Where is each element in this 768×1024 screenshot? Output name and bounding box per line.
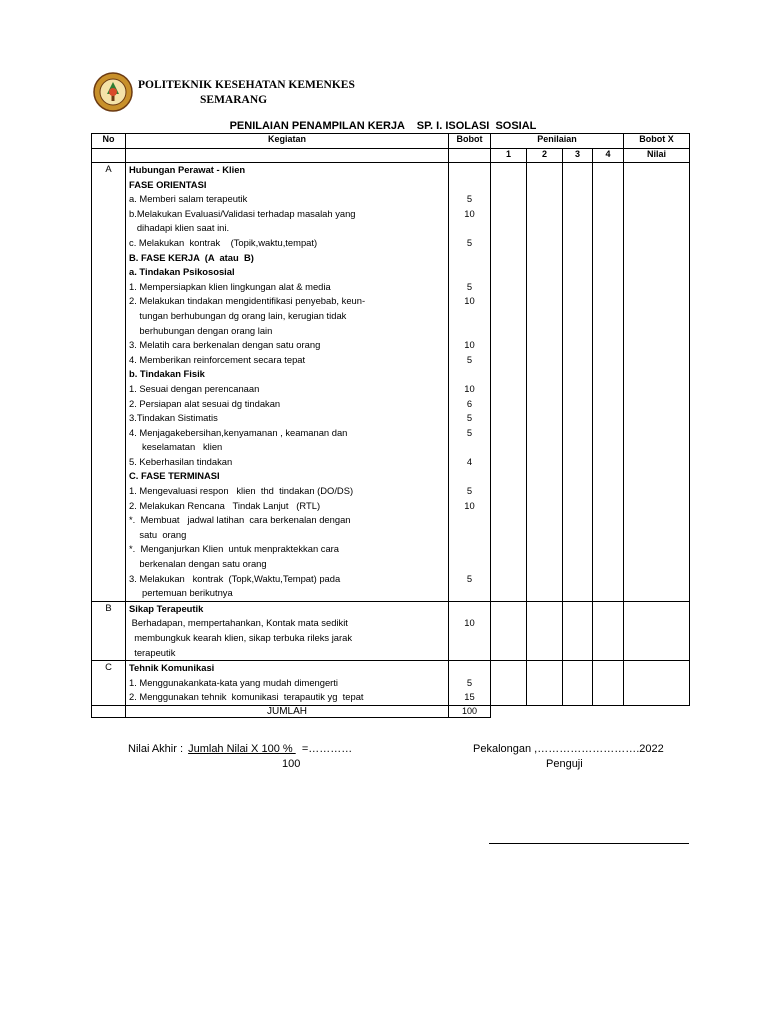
activity-item: terapeutik [129, 646, 176, 658]
form-title: PENILAIAN PENAMPILAN KERJA SP. I. ISOLASI SOSIAL [229, 120, 537, 132]
activity-item: berhubungan dengan orang lain [129, 324, 273, 336]
weight-value: 5 [466, 353, 473, 365]
score-cell-4[interactable] [593, 661, 624, 706]
activity-item: 3. Melakukan kontrak (Topk,Waktu,Tempat) pada [129, 572, 341, 584]
examiner-label: Penguji [546, 758, 583, 770]
activity-item: a. Tindakan Psikososial [129, 266, 235, 278]
header-no: No [92, 134, 126, 149]
activity-list [126, 601, 449, 660]
score-cell-3[interactable] [563, 163, 593, 602]
institution-logo-icon [93, 72, 133, 112]
activity-list [126, 163, 449, 602]
weight-value [452, 631, 487, 646]
activity-item: tungan berhubungan dg orang lain, kerugian tidak [129, 309, 347, 321]
activity-item: b. Tindakan Fisik [129, 368, 205, 380]
weight-list [449, 661, 491, 706]
section-row [92, 601, 690, 660]
score-cell-4[interactable] [593, 601, 624, 660]
weight-value [452, 513, 487, 528]
header-nilai: Nilai [624, 149, 690, 163]
weight-value [452, 542, 487, 557]
weight-value: 10 [464, 617, 475, 629]
weight-value: 15 [464, 691, 475, 703]
weight-value: 5 [466, 426, 473, 438]
activity-item: 1. Mempersiapkan klien lingkungan alat & media [129, 280, 331, 292]
score-cell-3[interactable] [563, 601, 593, 660]
activity-item: b.Melakukan Evaluasi/Validasi terhadap masalah yang [129, 207, 356, 219]
weight-value: 10 [464, 339, 475, 351]
weight-value: 4 [466, 455, 473, 467]
weight-value [452, 178, 487, 193]
activity-item: 1. Mengevaluasi respon klien thd tindakan (DO/DS) [129, 485, 354, 497]
weight-list [449, 163, 491, 602]
header-bobot-x: Bobot X [624, 134, 690, 149]
weight-value [452, 221, 487, 236]
score-header-3: 3 [563, 149, 593, 163]
activity-item: 2. Persiapan alat sesuai dg tindakan [129, 397, 281, 409]
activity-item: Sikap Terapeutik [129, 602, 204, 614]
weight-value: 5 [466, 572, 473, 584]
activity-item: 5. Keberhasilan tindakan [129, 455, 233, 467]
activity-item: 4. Memberikan reinforcement secara tepat [129, 353, 306, 365]
formula-denominator: 100 [282, 758, 301, 770]
score-cell-4[interactable] [593, 163, 624, 602]
weight-value [452, 309, 487, 324]
section-row [92, 163, 690, 602]
activity-item: 1. Sesuai dengan perencanaan [129, 382, 260, 394]
weight-value [452, 586, 487, 601]
place-date: Pekalongan ,……………………….2022 [473, 743, 664, 755]
total-label: JUMLAH [126, 705, 449, 717]
score-header-1: 1 [491, 149, 527, 163]
section-row [92, 661, 690, 706]
activity-item: dihadapi klien saat ini. [129, 222, 230, 234]
total-empty-cell [563, 705, 593, 717]
total-row [92, 705, 690, 717]
score-cell-2[interactable] [527, 163, 563, 602]
activity-item: 4. Menjagakebersihan,kenyamanan , keamanan dan [129, 426, 348, 438]
total-empty-cell [527, 705, 563, 717]
activity-item: Hubungan Perawat - Klien [129, 164, 246, 175]
weight-value [452, 528, 487, 543]
signature-line [489, 843, 689, 844]
header-kegiatan: Kegiatan [126, 134, 449, 149]
header-penilaian: Penilaian [491, 134, 624, 149]
score-cell-1[interactable] [491, 661, 527, 706]
weight-value: 5 [466, 280, 473, 292]
activity-item: satu orang [129, 528, 187, 540]
section-number: B [92, 601, 126, 660]
weight-value [452, 646, 487, 661]
weight-value: 10 [464, 499, 475, 511]
weight-value [452, 661, 487, 676]
activity-item: Berhadapan, mempertahankan, Kontak mata sedikit [129, 617, 348, 629]
header-bobot: Bobot [449, 134, 491, 149]
weight-value [452, 251, 487, 266]
section-number: A [92, 163, 126, 602]
activity-item: membungkuk kearah klien, sikap terbuka rileks jarak [129, 632, 353, 643]
weight-value [452, 602, 487, 617]
score-cell-3[interactable] [563, 661, 593, 706]
institution-city: SEMARANG [200, 94, 268, 106]
weight-value: 5 [466, 485, 473, 497]
final-score-formula: Nilai Akhir : Jumlah Nilai X 100 % =………… [128, 743, 353, 755]
weight-value: 5 [466, 193, 473, 205]
weight-value: 10 [464, 382, 475, 394]
activity-item: keselamatan klien [129, 441, 223, 453]
weighted-score-cell[interactable] [624, 163, 690, 602]
activity-item: 2. Menggunakan tehnik komunikasi terapautik yg tepat [129, 691, 364, 703]
score-cell-2[interactable] [527, 601, 563, 660]
weighted-score-cell[interactable] [624, 601, 690, 660]
section-number: C [92, 661, 126, 706]
weight-list [449, 601, 491, 660]
activity-item: Tehnik Komunikasi [129, 662, 215, 674]
activity-item: 3. Melatih cara berkenalan dengan satu orang [129, 339, 321, 351]
activity-item: 1. Menggunakankata-kata yang mudah dimengerti [129, 676, 338, 688]
weight-value [452, 163, 487, 178]
activity-item: berkenalan dengan satu orang [129, 558, 267, 570]
score-header-2: 2 [527, 149, 563, 163]
weight-value: 6 [466, 397, 473, 409]
activity-item: 3.Tindakan Sistimatis [129, 412, 218, 424]
weight-value: 10 [464, 295, 475, 307]
weight-value: 5 [466, 676, 473, 688]
activity-item: a. Memberi salam terapeutik [129, 193, 248, 205]
activity-list [126, 661, 449, 706]
weight-value [452, 324, 487, 339]
weight-value [452, 440, 487, 455]
activity-item: *. Menganjurkan Klien untuk menpraktekkan cara [129, 543, 340, 555]
score-cell-1[interactable] [491, 601, 527, 660]
weight-value [452, 469, 487, 484]
weight-value [452, 265, 487, 280]
activity-item: B. FASE KERJA (A atau B) [129, 251, 254, 263]
weight-value [452, 557, 487, 572]
score-cell-1[interactable] [491, 163, 527, 602]
weighted-score-cell[interactable] [624, 661, 690, 706]
activity-item: 2. Melakukan Rencana Tindak Lanjut (RTL) [129, 499, 321, 511]
weight-value [452, 367, 487, 382]
weight-value: 5 [466, 236, 473, 248]
institution-name: POLITEKNIK KESEHATAN KEMENKES [138, 79, 355, 91]
assessment-table [91, 133, 690, 718]
total-weight: 100 [449, 705, 491, 717]
weight-value: 10 [464, 207, 475, 219]
activity-item: 2. Melakukan tindakan mengidentifikasi penyebab, keun- [129, 295, 366, 307]
score-cell-2[interactable] [527, 661, 563, 706]
activity-item: c. Melakukan kontrak (Topik,waktu,tempat) [129, 236, 318, 248]
total-empty-cell [624, 705, 690, 717]
score-header-4: 4 [593, 149, 624, 163]
weight-value: 5 [466, 412, 473, 424]
total-empty-cell [491, 705, 527, 717]
activity-item: pertemuan berikutnya [129, 587, 233, 599]
total-empty-cell [593, 705, 624, 717]
activity-item: C. FASE TERMINASI [129, 470, 220, 482]
activity-item: *. Membuat jadwal latihan cara berkenalan dengan [129, 514, 351, 526]
activity-item: FASE ORIENTASI [129, 178, 207, 190]
